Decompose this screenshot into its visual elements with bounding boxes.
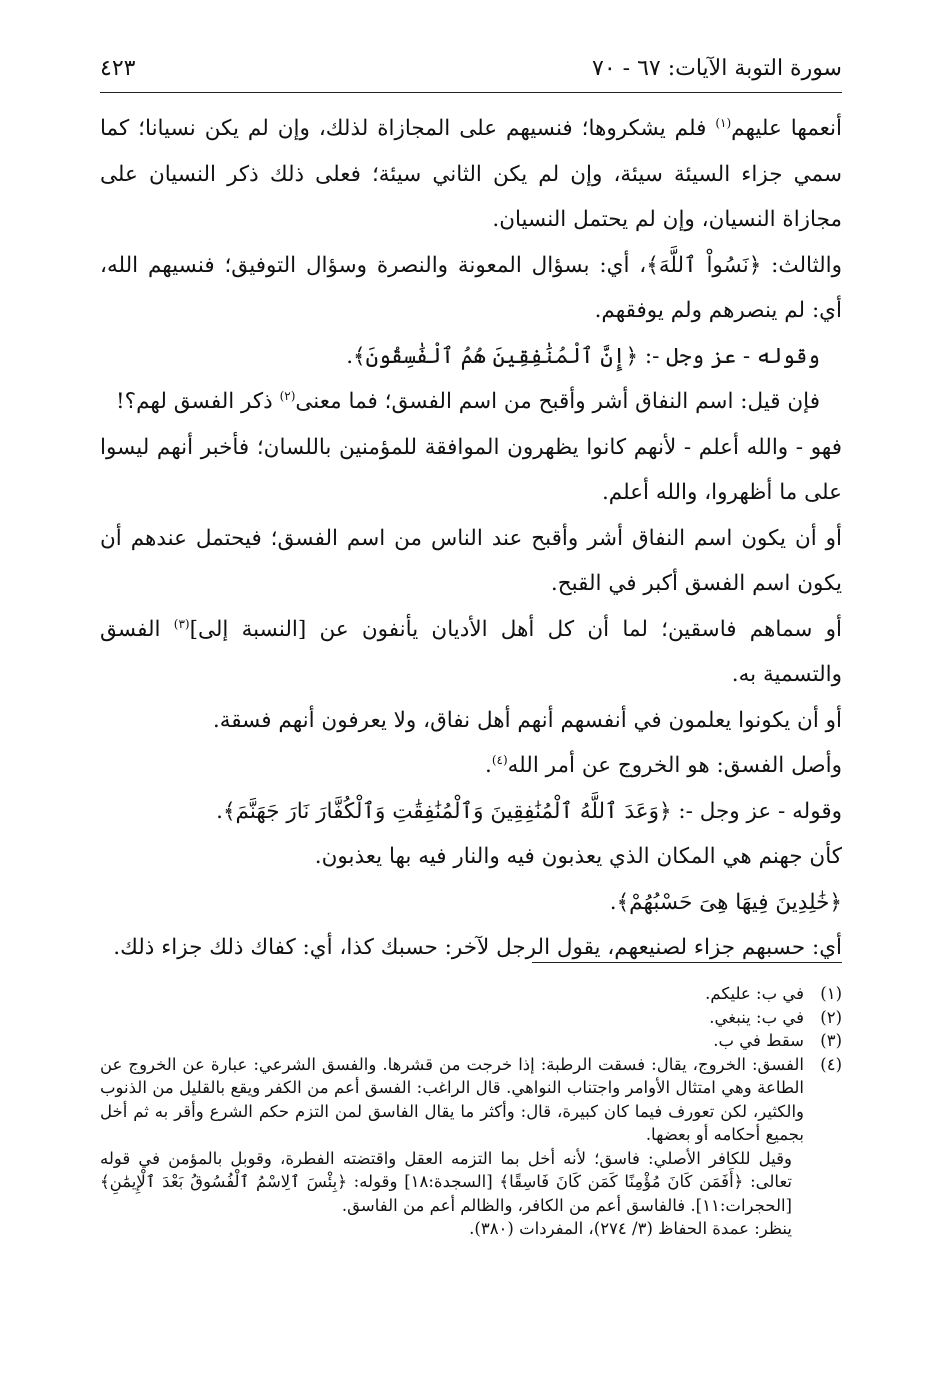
paragraph-2: والثالث: ﴿نَسُواْ ٱللَّهَ﴾، أي: بسؤال المعونة والنصرة وسؤال التوفيق؛ فنسيهم الله، أي: لم ينصرهم ولم يوفقهم. <box>100 252 842 323</box>
footnote-divider <box>532 962 842 963</box>
paragraph-4: فإن قيل: اسم النفاق أشر وأقبح من اسم الفسق؛ فما معنى$^{(٢)}$ ذكر الفسق لهم؟! <box>116 388 820 414</box>
footnotes <box>100 982 842 1241</box>
running-title: سورة التوبة الآيات: ٦٧ - ٧٠ <box>592 56 842 81</box>
footnote-text: الفسق: الخروج، يقال: فسقت الرطبة: إذا خرجت من قشرها. والفسق الشرعي: عبارة عن الخروج عن الطاعة وهي امتثال الأوامر واجتناب النواهي. قال الراغب: الفسق أعم من الكفر ويقع بالقليل من الذنوب والكثير، لكن تعورف فيما كان كبيرة، قال: وأكثر ما يقال الفاسق لمن التزم حكم الشرع وأقر به ثم أخل بجميع أحكامه أو بعضها. <box>100 1054 804 1144</box>
footnote-1 <box>100 982 842 1006</box>
paragraph-1: أنعمها عليهم$^{(١)}$ فلم يشكروها؛ فنسيهم على المجازاة لذلك، وإن لم يكن نسيانا؛ كما سمي جزاء السيئة سيئة، وإن لم يكن الثاني سيئة؛ فعلى ذلك ذكر النسيان على مجازاة النسيان، وإن لم يحتمل النسيان. <box>100 115 842 232</box>
paragraph-7: أو سماهم فاسقين؛ لما أن كل أهل الأديان يأنفون عن [النسبة إلى]$^{(٣)}$ الفسق والتسمية به. <box>100 616 842 687</box>
paragraph-6: أو أن يكون اسم النفاق أشر وأقبح عند الناس من اسم الفسق؛ فيحتمل عندهم أن يكون اسم الفسق أكبر في القبح. <box>100 525 842 596</box>
footnote-3 <box>100 1029 842 1053</box>
paragraph-11: كأن جهنم هي المكان الذي يعذبون فيه والنار فيه بها يعذبون. <box>314 844 842 869</box>
footnote-4 <box>100 1053 842 1241</box>
paragraph-8: أو أن يكونوا يعلمون في أنفسهم أنهم أهل نفاق، ولا يعرفون أنهم فسقة. <box>212 707 842 733</box>
footnote-number: (٤) <box>820 1054 842 1074</box>
footnote-number: (٢) <box>820 1007 842 1027</box>
footnote-ref-3[interactable]: (٣) <box>173 616 190 631</box>
paragraph-10: وقوله - عز وجل -: ﴿وَعَدَ ٱللَّهُ ٱلْمُنَٰفِقِينَ وَٱلْمُنَٰفِقَٰتِ وَٱلْكُفَّارَ نَارَ جَهَنَّمَ﴾. <box>216 798 842 824</box>
main-text <box>100 106 842 971</box>
paragraph-5: فهو - والله أعلم - لأنهم كانوا يظهرون الموافقة للمؤمنين باللسان؛ فأخبر أنهم ليسوا على ما أظهروا، والله أعلم. <box>100 434 842 505</box>
footnote-text: في ب: ينبغي. <box>709 1007 804 1027</box>
footnote-ref-4[interactable]: (٤) <box>491 752 508 767</box>
footnote-number: (٣) <box>820 1031 842 1050</box>
page-number: ٤٢٣ <box>100 56 136 81</box>
paragraph-3: وقوله - عز وجل -: ﴿إِنَّ ٱلْمُنَٰفِقِينَ هُمُ ٱلْفَٰسِقُونَ﴾. <box>346 343 820 369</box>
footnote-text: سقط في ب. <box>713 1031 804 1050</box>
paragraph-13: أي: حسبهم جزاء لصنيعهم، يقول الرجل لآخر: حسبك كذا، أي: كفاك ذلك جزاء ذلك. <box>113 935 842 960</box>
footnote-2 <box>100 1006 842 1030</box>
paragraph-12: ﴿خَٰلِدِينَ فِيهَا هِىَ حَسْبُهُمْ﴾. <box>609 889 842 915</box>
footnote-text-continued: وقيل للكافر الأصلي: فاسق؛ لأنه أخل بما التزمه العقل واقتضته الفطرة، وقوبل بالمؤمن في قوله تعالى: ﴿أَفَمَن كَانَ مُؤْمِنًا كَمَن كَانَ فَاسِقًا﴾ [السجدة:١٨] وقوله: ﴿بِئْسَ ٱلِاسْمُ ٱلْفُسُوقُ بَعْدَ ٱلْإِيمَٰنِ﴾ [الحجرات:١١]. فالفاسق أعم من الكافر، والظالم أعم من الفاسق. <box>100 1148 792 1215</box>
footnote-ref-2[interactable]: (٢) <box>279 388 296 403</box>
footnote-sources: ينظر: عمدة الحفاظ (٣/ ٢٧٤)، المفردات (٣٨٠). <box>469 1219 792 1238</box>
footnote-text: في ب: عليكم. <box>705 984 804 1003</box>
paragraph-9: وأصل الفسق: هو الخروج عن أمر الله$^{(٤)}$. <box>484 752 842 778</box>
footnote-number: (١) <box>820 984 842 1003</box>
footnote-ref-1[interactable]: (١) <box>715 115 732 130</box>
page-header <box>100 52 842 93</box>
